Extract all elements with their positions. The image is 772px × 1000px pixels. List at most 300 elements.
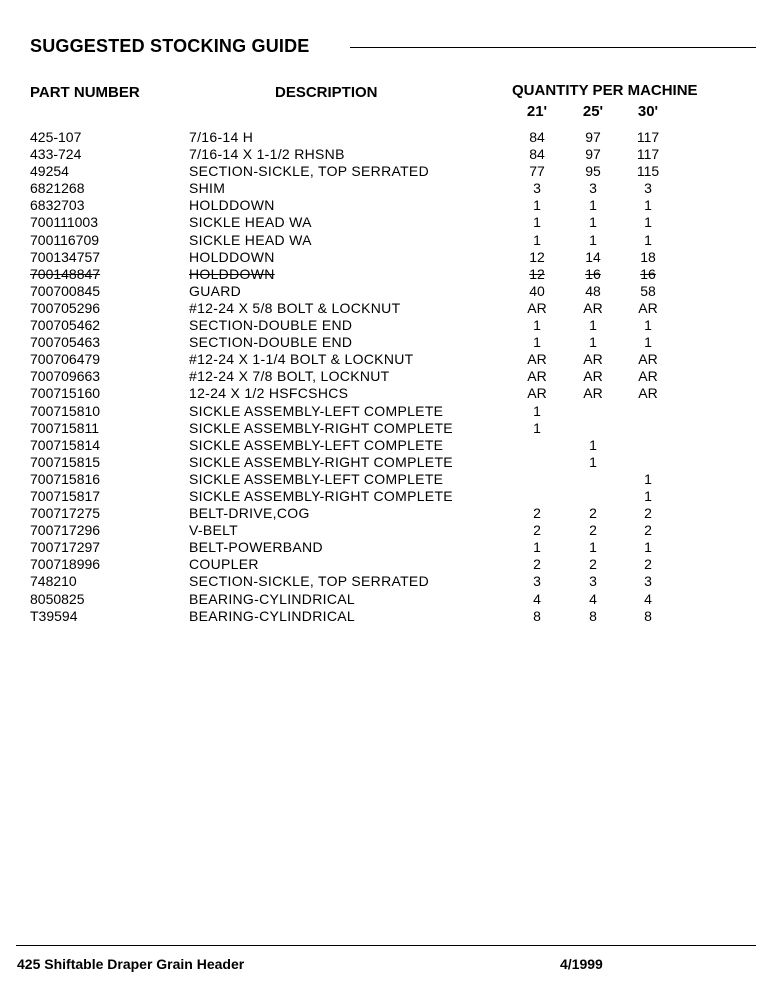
part-number-cell-text: 6832703: [30, 197, 85, 214]
qty-25-cell-text: 2: [589, 505, 597, 522]
qty-21-cell: [517, 266, 557, 283]
part-number-cell-text: T39594: [30, 607, 78, 624]
table-row: [30, 556, 730, 573]
part-number-cell-text: 700705296: [30, 299, 101, 316]
qty-25-cell-text: AR: [583, 351, 603, 368]
qty-30-cell-text: 2: [644, 556, 652, 573]
qty-25-cell-text: 1: [589, 453, 597, 470]
qty-30-cell-text: 3: [644, 573, 652, 590]
description-cell-text: GUARD: [189, 282, 242, 299]
description-cell-text: SICKLE ASSEMBLY-RIGHT COMPLETE: [189, 487, 453, 504]
part-number-cell: [30, 573, 77, 590]
part-number-cell: [30, 197, 85, 214]
part-number-cell-text: 425-107: [30, 129, 82, 145]
qty-25-cell: [573, 129, 613, 146]
qty-25-cell-text: 1: [589, 231, 597, 248]
table-row: [30, 591, 730, 608]
qty-21-cell: [517, 591, 557, 608]
table-row: [30, 368, 730, 385]
qty-21-cell: [517, 351, 557, 368]
qty-30-cell-text: 1: [644, 214, 652, 231]
description-cell-text: #12-24 X 5/8 BOLT & LOCKNUT: [189, 299, 401, 316]
description-cell: [189, 249, 275, 266]
qty-21-cell-text: 1: [533, 214, 541, 231]
part-number-cell: [30, 283, 100, 300]
qty-21-cell-text: 1: [533, 419, 541, 436]
qty-30-cell-text: 4: [644, 590, 652, 607]
description-cell-text: BEARING-CYLINDRICAL: [189, 607, 355, 624]
part-number-cell-text: 700717296: [30, 522, 101, 539]
qty-25-cell-text: 1: [589, 197, 597, 214]
description-cell-text: SHIM: [189, 180, 226, 197]
table-row: [30, 249, 730, 266]
table-row: [30, 351, 730, 368]
description-cell: [189, 283, 241, 300]
qty-21-cell: [517, 403, 557, 420]
qty-30-cell: [628, 214, 668, 231]
qty-30-cell-text: AR: [638, 299, 658, 316]
qty-21-cell: [517, 180, 557, 197]
qty-30-cell: [628, 591, 668, 608]
qty-30-cell: [628, 368, 668, 385]
qty-21-cell: [517, 232, 557, 249]
description-cell: [189, 488, 453, 505]
description-cell: [189, 180, 225, 197]
qty-25-cell: [573, 334, 613, 351]
table-row: [30, 454, 730, 471]
qty-25-cell: [573, 437, 613, 454]
part-number-cell-text: 700715814: [30, 436, 101, 453]
qty-25-cell-text: AR: [583, 299, 603, 316]
qty-21-cell-text: 2: [533, 522, 541, 539]
table-row: [30, 266, 730, 283]
part-number-cell-text: 700715160: [30, 385, 101, 402]
part-number-cell: [30, 351, 100, 368]
description-cell-text: SICKLE ASSEMBLY-LEFT COMPLETE: [189, 402, 444, 419]
description-cell-text: HOLDDOWN: [189, 248, 275, 265]
qty-21-cell: [517, 334, 557, 351]
qty-30-cell: [628, 556, 668, 573]
qty-21-cell-text: 4: [533, 590, 541, 607]
qty-30-cell-text: 1: [644, 334, 652, 351]
qty-30-cell-text: 117: [636, 129, 660, 145]
qty-25-cell: [573, 556, 613, 573]
qty-21-cell: [517, 420, 557, 437]
part-number-cell: [30, 334, 100, 351]
qty-25-cell: [573, 317, 613, 334]
qty-25-cell: [573, 197, 613, 214]
qty-30-cell: [628, 608, 668, 625]
part-number-cell: [30, 249, 100, 266]
qty-21-cell-text: 12: [529, 248, 545, 265]
qty-21-cell-text: 1: [533, 539, 541, 556]
qty-30-cell: [628, 385, 668, 402]
part-number-cell: [30, 317, 100, 334]
qty-21-cell: [517, 385, 557, 402]
part-number-cell: [30, 420, 99, 437]
description-cell: [189, 573, 429, 590]
qty-30-cell: [628, 317, 668, 334]
qty-30-cell: [628, 232, 668, 249]
part-number-cell-text: 700717297: [30, 539, 101, 556]
qty-30-cell-text: 2: [644, 505, 652, 522]
part-number-cell: [30, 556, 100, 573]
footer-document-title: 425 Shiftable Draper Grain Header: [17, 956, 245, 972]
qty-21-cell: [517, 146, 557, 163]
part-number-cell-text: 433-724: [30, 146, 82, 163]
qty-21-cell-text: 1: [533, 197, 541, 214]
qty-25-cell: [573, 522, 613, 539]
part-number-cell-text: 700705463: [30, 334, 101, 351]
part-number-cell-text: 700715817: [30, 487, 101, 504]
description-cell-text: SECTION-SICKLE, TOP SERRATED: [189, 163, 429, 180]
qty-30-cell: [628, 471, 668, 488]
part-number-cell: [30, 232, 99, 249]
description-cell-text: #12-24 X 1-1/4 BOLT & LOCKNUT: [189, 351, 414, 368]
qty-21-cell-text: AR: [527, 368, 547, 385]
header-description: DESCRIPTION: [275, 84, 378, 101]
qty-21-cell: [517, 163, 557, 180]
description-cell: [189, 232, 312, 249]
table-row: [30, 385, 730, 402]
description-cell: [189, 317, 352, 334]
qty-30-cell: [628, 522, 668, 539]
qty-30-cell-text: AR: [638, 368, 658, 385]
part-number-cell-text: 8050825: [30, 590, 85, 607]
description-cell: [189, 214, 312, 231]
qty-25-cell: [573, 385, 613, 402]
qty-21-cell: [517, 249, 557, 266]
table-row: [30, 232, 730, 249]
description-cell-text: SICKLE ASSEMBLY-LEFT COMPLETE: [189, 470, 444, 487]
table-row: [30, 129, 730, 146]
part-number-cell-text: 700700845: [30, 282, 101, 299]
part-number-cell-text: 700116709: [30, 231, 100, 248]
qty-25-cell: [573, 232, 613, 249]
qty-30-cell: [628, 129, 668, 146]
qty-25-cell-text: 2: [589, 556, 597, 573]
qty-25-cell-text: 1: [589, 334, 597, 351]
description-cell: [189, 437, 443, 454]
qty-25-cell-text: 3: [589, 573, 597, 590]
description-cell: [189, 522, 238, 539]
qty-21-cell-text: AR: [527, 385, 547, 402]
table-row: [30, 539, 730, 556]
qty-30-cell-text: 3: [644, 180, 652, 197]
description-cell-text: SICKLE HEAD WA: [189, 214, 312, 231]
table-row: [30, 471, 730, 488]
qty-30-cell: [628, 334, 668, 351]
description-cell: [189, 266, 275, 283]
part-number-cell: [30, 266, 100, 283]
part-number-cell-text: 49254: [30, 163, 69, 180]
part-number-cell-text: 700709663: [30, 368, 101, 385]
qty-25-cell-text: 97: [585, 129, 601, 145]
description-cell-text: SECTION-SICKLE, TOP SERRATED: [189, 573, 429, 590]
qty-30-cell: [628, 146, 668, 163]
header-col-25: 25': [582, 103, 604, 120]
table-row: [30, 437, 730, 454]
qty-30-cell: [628, 505, 668, 522]
qty-25-cell-text: 1: [589, 436, 597, 453]
qty-21-cell-text: 84: [529, 129, 545, 145]
qty-25-cell: [573, 249, 613, 266]
qty-25-cell-text: 3: [589, 180, 597, 197]
qty-21-cell: [517, 317, 557, 334]
qty-30-cell-text: 1: [644, 231, 652, 248]
qty-25-cell-text: 16: [585, 265, 601, 282]
qty-21-cell-text: 12: [529, 265, 545, 282]
qty-30-cell: [628, 197, 668, 214]
part-number-cell: [30, 608, 77, 625]
part-number-cell: [30, 522, 100, 539]
qty-21-cell-text: 1: [533, 231, 541, 248]
description-cell: [189, 163, 429, 180]
table-row: [30, 214, 730, 231]
description-cell: [189, 403, 443, 420]
qty-25-cell: [573, 283, 613, 300]
qty-25-cell: [573, 300, 613, 317]
qty-30-cell: [628, 488, 668, 505]
part-number-cell: [30, 539, 100, 556]
table-row: [30, 180, 730, 197]
qty-25-cell: [573, 539, 613, 556]
description-cell: [189, 129, 253, 146]
description-cell: [189, 351, 414, 368]
part-number-cell: [30, 488, 100, 505]
page-title: SUGGESTED STOCKING GUIDE: [30, 36, 310, 56]
part-number-cell: [30, 437, 100, 454]
description-cell: [189, 420, 453, 437]
qty-30-cell-text: 18: [640, 248, 656, 265]
qty-30-cell-text: 1: [644, 539, 652, 556]
qty-25-cell-text: 8: [589, 607, 597, 624]
table-row: [30, 317, 730, 334]
qty-30-cell-text: 115: [636, 163, 660, 180]
qty-30-cell: [628, 539, 668, 556]
description-cell-text: BEARING-CYLINDRICAL: [189, 590, 355, 607]
qty-30-cell-text: 58: [640, 282, 656, 299]
qty-25-cell: [573, 266, 613, 283]
description-cell: [189, 146, 345, 163]
qty-21-cell: [517, 539, 557, 556]
table-row: [30, 488, 730, 505]
description-cell-text: SICKLE ASSEMBLY-LEFT COMPLETE: [189, 436, 444, 453]
qty-21-cell-text: 1: [533, 402, 541, 419]
part-number-cell: [30, 368, 100, 385]
footer-date: 4/1999: [560, 956, 603, 972]
description-cell: [189, 539, 323, 556]
qty-25-cell-text: 97: [585, 146, 601, 163]
part-number-cell-text: 700717275: [30, 505, 101, 522]
qty-21-cell: [517, 505, 557, 522]
qty-25-cell-text: 2: [589, 522, 597, 539]
part-number-cell: [30, 180, 85, 197]
part-number-cell-text: 748210: [30, 573, 77, 590]
table-row: [30, 505, 730, 522]
qty-30-cell: [628, 163, 668, 180]
table-row: [30, 420, 730, 437]
table-row: [30, 334, 730, 351]
qty-21-cell: [517, 573, 557, 590]
description-cell: [189, 608, 355, 625]
title-rule: [350, 47, 756, 48]
part-number-cell: [30, 163, 69, 180]
qty-30-cell: [628, 300, 668, 317]
table-row: [30, 300, 730, 317]
description-cell-text: 7/16-14 H: [189, 129, 254, 145]
qty-25-cell: [573, 591, 613, 608]
description-cell: [189, 334, 352, 351]
qty-30-cell-text: 117: [636, 146, 660, 163]
qty-25-cell: [573, 608, 613, 625]
qty-25-cell-text: 4: [589, 590, 597, 607]
description-cell-text: SECTION-DOUBLE END: [189, 317, 353, 334]
qty-30-cell-text: 1: [644, 317, 652, 334]
qty-30-cell-text: AR: [638, 351, 658, 368]
description-cell-text: V-BELT: [189, 522, 239, 539]
qty-30-cell: [628, 249, 668, 266]
header-quantity: QUANTITY PER MACHINE: [512, 82, 698, 99]
part-number-cell-text: 700715815: [30, 453, 101, 470]
description-cell-text: 7/16-14 X 1-1/2 RHSNB: [189, 146, 345, 163]
qty-21-cell-text: 2: [533, 505, 541, 522]
qty-21-cell-text: AR: [527, 299, 547, 316]
table-row: [30, 163, 730, 180]
footer-rule: [16, 945, 756, 946]
description-cell-text: SICKLE ASSEMBLY-RIGHT COMPLETE: [189, 419, 453, 436]
qty-30-cell-text: 8: [644, 607, 652, 624]
qty-25-cell: [573, 573, 613, 590]
header-col-30: 30': [637, 103, 659, 120]
description-cell-text: HOLDDOWN: [189, 265, 275, 282]
qty-21-cell-text: 40: [529, 282, 545, 299]
qty-25-cell: [573, 454, 613, 471]
description-cell-text: BELT-DRIVE,COG: [189, 505, 310, 522]
table-row: [30, 197, 730, 214]
qty-30-cell: [628, 573, 668, 590]
qty-21-cell: [517, 214, 557, 231]
qty-21-cell: [517, 129, 557, 146]
part-number-cell: [30, 505, 100, 522]
qty-21-cell-text: AR: [527, 351, 547, 368]
qty-25-cell: [573, 214, 613, 231]
part-number-cell: [30, 403, 100, 420]
description-cell-text: #12-24 X 7/8 BOLT, LOCKNUT: [189, 368, 390, 385]
qty-30-cell: [628, 283, 668, 300]
qty-21-cell: [517, 608, 557, 625]
qty-30-cell: [628, 351, 668, 368]
qty-25-cell: [573, 163, 613, 180]
qty-21-cell: [517, 368, 557, 385]
part-number-cell: [30, 129, 81, 146]
qty-30-cell: [628, 180, 668, 197]
qty-21-cell-text: 1: [533, 334, 541, 351]
qty-25-cell-text: AR: [583, 385, 603, 402]
qty-21-cell: [517, 283, 557, 300]
table-row: [30, 283, 730, 300]
description-cell-text: HOLDDOWN: [189, 197, 275, 214]
description-cell: [189, 385, 348, 402]
part-number-cell: [30, 146, 81, 163]
qty-30-cell-text: 1: [644, 470, 652, 487]
qty-25-cell-text: 48: [585, 282, 601, 299]
part-number-cell-text: 700706479: [30, 351, 101, 368]
qty-21-cell-text: 3: [533, 573, 541, 590]
qty-25-cell-text: 1: [589, 539, 597, 556]
qty-25-cell: [573, 368, 613, 385]
description-cell: [189, 591, 355, 608]
part-number-cell: [30, 471, 100, 488]
qty-21-cell: [517, 197, 557, 214]
part-number-cell-text: 700148847: [30, 265, 101, 282]
description-cell-text: 12-24 X 1/2 HSFCSHCS: [189, 385, 349, 402]
qty-25-cell-text: AR: [583, 368, 603, 385]
description-cell: [189, 368, 390, 385]
qty-25-cell: [573, 180, 613, 197]
qty-25-cell-text: 95: [585, 163, 601, 180]
table-row: [30, 146, 730, 163]
description-cell-text: SICKLE HEAD WA: [189, 231, 312, 248]
part-number-cell-text: 700715811: [30, 419, 100, 436]
part-number-cell-text: 700718996: [30, 556, 101, 573]
part-number-cell: [30, 385, 100, 402]
description-cell-text: SICKLE ASSEMBLY-RIGHT COMPLETE: [189, 453, 453, 470]
qty-30-cell: [628, 266, 668, 283]
description-cell-text: COUPLER: [189, 556, 259, 573]
qty-30-cell-text: 1: [644, 197, 652, 214]
qty-25-cell: [573, 505, 613, 522]
table-row: [30, 403, 730, 420]
part-number-cell-text: 700715816: [30, 470, 101, 487]
qty-30-cell-text: AR: [638, 385, 658, 402]
header-part-number: PART NUMBER: [30, 84, 140, 101]
qty-21-cell-text: 1: [533, 317, 541, 334]
description-cell: [189, 454, 453, 471]
header-col-21: 21': [526, 103, 548, 120]
title-row: [30, 36, 756, 60]
qty-30-cell-text: 1: [644, 487, 652, 504]
qty-21-cell-text: 77: [529, 163, 545, 180]
qty-21-cell-text: 84: [529, 146, 545, 163]
part-number-cell-text: 700111003: [30, 214, 98, 231]
description-cell-text: BELT-POWERBAND: [189, 539, 323, 556]
description-cell: [189, 556, 259, 573]
qty-21-cell-text: 8: [533, 607, 541, 624]
qty-25-cell: [573, 351, 613, 368]
qty-25-cell: [573, 146, 613, 163]
qty-30-cell-text: 2: [644, 522, 652, 539]
part-number-cell: [30, 591, 85, 608]
part-number-cell: [30, 214, 98, 231]
parts-table: [30, 129, 730, 625]
part-number-cell: [30, 300, 100, 317]
description-cell: [189, 197, 275, 214]
part-number-cell-text: 700134757: [30, 248, 101, 265]
table-row: [30, 522, 730, 539]
qty-21-cell-text: 3: [533, 180, 541, 197]
qty-21-cell: [517, 300, 557, 317]
description-cell: [189, 471, 443, 488]
qty-30-cell-text: 16: [640, 265, 656, 282]
description-cell: [189, 300, 400, 317]
part-number-cell-text: 6821268: [30, 180, 85, 197]
qty-21-cell-text: 2: [533, 556, 541, 573]
qty-21-cell: [517, 522, 557, 539]
table-row: [30, 573, 730, 590]
qty-25-cell-text: 1: [589, 214, 597, 231]
qty-25-cell-text: 14: [585, 248, 601, 265]
